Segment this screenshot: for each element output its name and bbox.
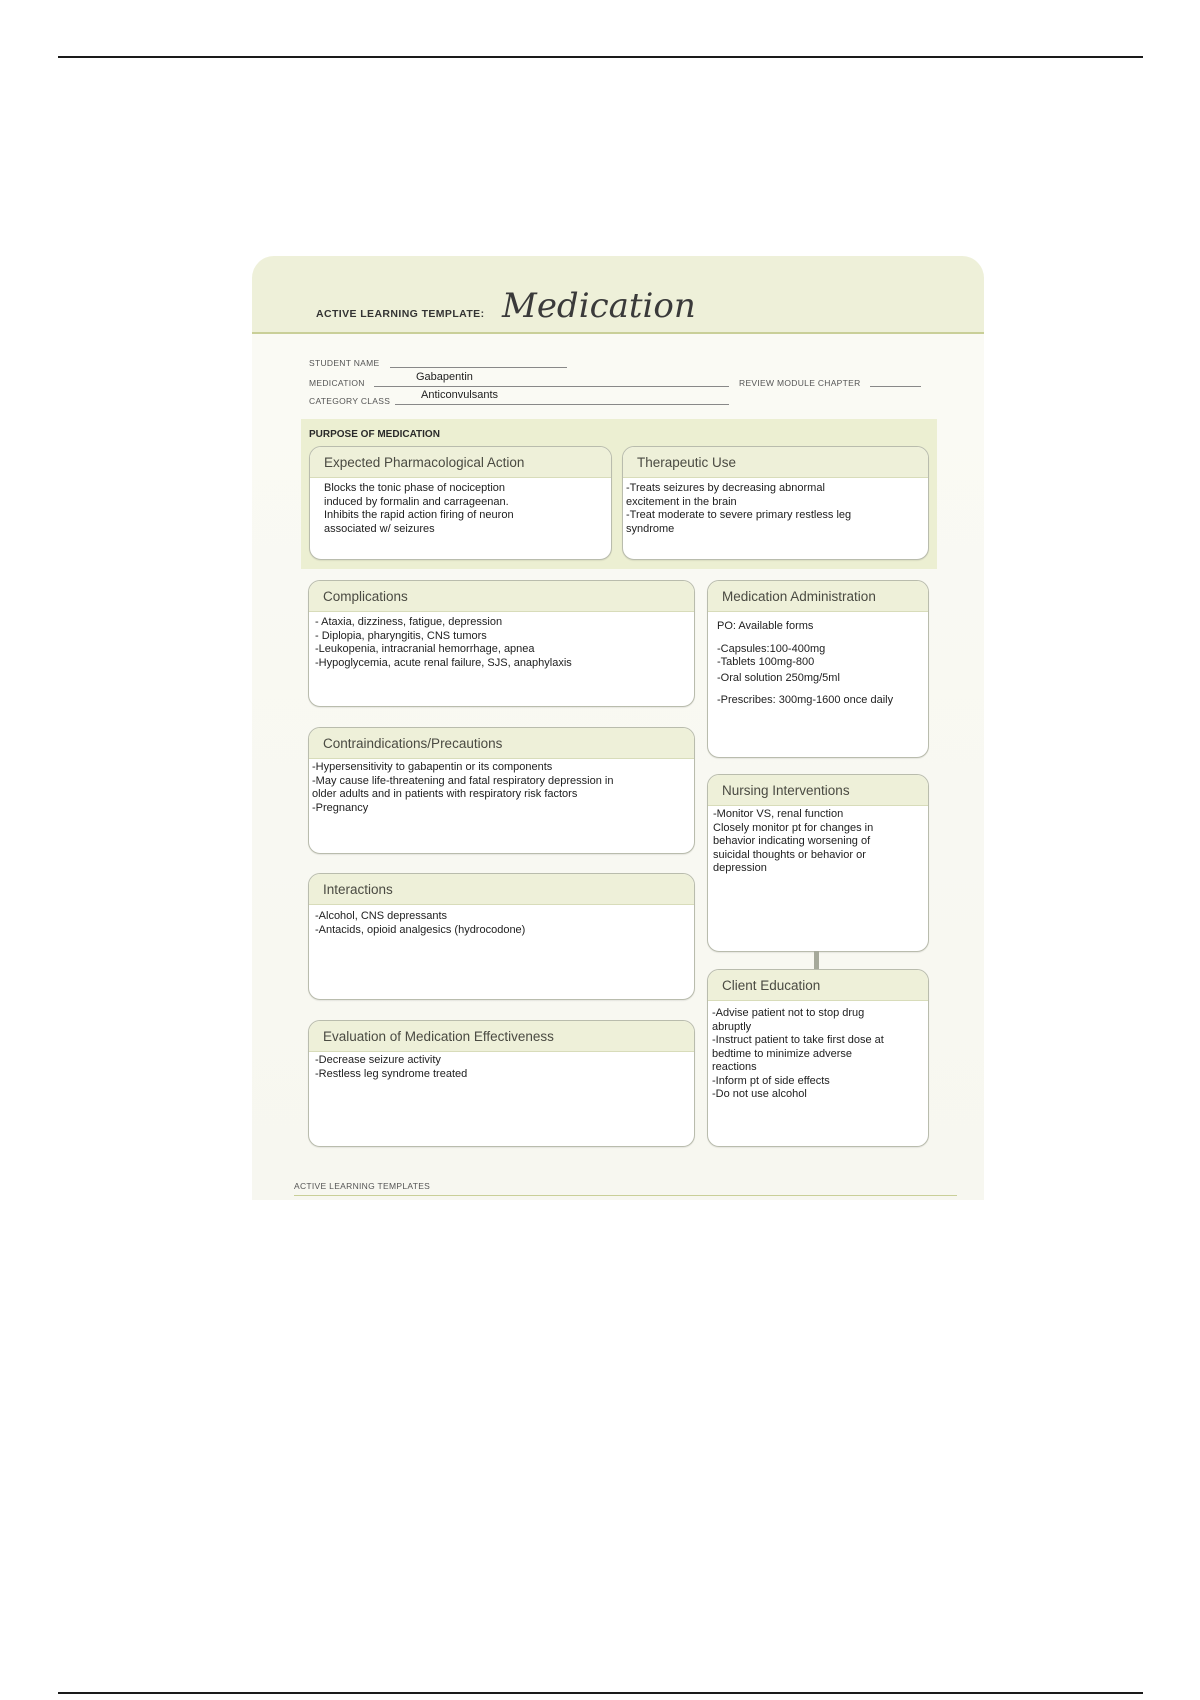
administration-line: -Prescribes: 300mg-1600 once daily: [717, 694, 894, 706]
medication-administration-card: [707, 580, 929, 758]
contraindications-line: older adults and in patients with respiratory risk factors: [312, 788, 578, 800]
complications-card: [308, 580, 695, 707]
evaluation-line: -Restless leg syndrome treated: [315, 1067, 468, 1080]
review-module-label: REVIEW MODULE CHAPTER: [739, 378, 861, 388]
medication-label: MEDICATION: [309, 378, 365, 388]
medication-administration-title: Medication Administration: [708, 581, 928, 612]
evaluation-title: Evaluation of Medication Effectiveness: [309, 1021, 694, 1052]
student-name-label: STUDENT NAME: [309, 358, 380, 368]
review-module-line: [870, 386, 921, 387]
page-bottom-rule: [58, 1692, 1143, 1694]
nursing-interventions-line: suicidal thoughts or behavior or: [713, 848, 866, 861]
nursing-interventions-line: -Monitor VS, renal function: [713, 808, 844, 820]
complications-line: - Ataxia, dizziness, fatigue, depression: [315, 616, 503, 628]
contraindications-line: -Pregnancy: [312, 801, 369, 814]
evaluation-body: [309, 1052, 694, 1081]
complications-title: Complications: [309, 581, 694, 612]
page-top-rule: [58, 56, 1143, 58]
sheet-header: [252, 256, 984, 334]
therapeutic-use-line: -Treat moderate to severe primary restless leg: [626, 509, 852, 521]
administration-line: -Tablets 100mg-800: [717, 656, 815, 668]
nursing-interventions-line: behavior indicating worsening of: [713, 835, 871, 847]
therapeutic-use-line: syndrome: [626, 522, 675, 535]
complications-line: -Hypoglycemia, acute renal failure, SJS, anaphylaxis: [315, 656, 572, 669]
therapeutic-use-line: -Treats seizures by decreasing abnormal: [626, 482, 825, 494]
footer-label: ACTIVE LEARNING TEMPLATES: [294, 1181, 431, 1191]
client-education-body: [708, 1001, 928, 1102]
interactions-line: -Alcohol, CNS depressants: [315, 910, 448, 922]
client-education-line: -Advise patient not to stop drug: [712, 1007, 865, 1019]
medication-line: [374, 386, 729, 387]
category-class-line: [395, 404, 729, 405]
contraindications-card: [308, 727, 695, 854]
administration-line: -Oral solution 250mg/5ml: [717, 671, 840, 684]
expected-action-body: [310, 478, 611, 536]
interactions-card: [308, 873, 695, 1000]
expected-action-line: Inhibits the rapid action firing of neuron: [324, 509, 514, 521]
client-education-line: abruptly: [712, 1020, 752, 1033]
administration-line: PO: Available forms: [717, 620, 814, 632]
nursing-interventions-card: [707, 774, 929, 952]
complications-line: -Leukopenia, intracranial hemorrhage, apnea: [315, 643, 535, 655]
expected-action-line: induced by formalin and carrageenan.: [324, 495, 509, 508]
expected-action-title: Expected Pharmacological Action: [310, 447, 611, 478]
contraindications-line: -Hypersensitivity to gabapentin or its components: [312, 761, 553, 773]
complications-body: [309, 612, 694, 670]
student-name-line: [390, 367, 567, 368]
expected-action-card: [309, 446, 612, 560]
complications-line: - Diplopia, pharyngitis, CNS tumors: [315, 629, 487, 642]
expected-action-line: Blocks the tonic phase of nociception: [324, 482, 506, 494]
footer-line: [294, 1195, 957, 1196]
client-education-line: -Do not use alcohol: [712, 1088, 807, 1100]
interactions-line: -Antacids, opioid analgesics (hydrocodone): [315, 923, 526, 936]
contraindications-body: [309, 759, 694, 815]
medication-value[interactable]: Gabapentin: [416, 371, 473, 383]
client-education-title: Client Education: [708, 970, 928, 1001]
nursing-interventions-line: Closely monitor pt for changes in: [713, 821, 874, 834]
therapeutic-use-title: Therapeutic Use: [623, 447, 928, 478]
medication-administration-body: [708, 612, 928, 708]
expected-action-line: associated w/ seizures: [324, 522, 435, 535]
category-class-value[interactable]: Anticonvulsants: [421, 389, 499, 401]
contraindications-title: Contraindications/Precautions: [309, 728, 694, 759]
interventions-education-connector: [814, 951, 819, 971]
therapeutic-use-body: [623, 478, 928, 536]
evaluation-line: -Decrease seizure activity: [315, 1054, 441, 1066]
nursing-interventions-body: [708, 806, 928, 876]
client-education-line: -Inform pt of side effects: [712, 1074, 830, 1087]
therapeutic-use-line: excitement in the brain: [626, 495, 737, 508]
template-label: ACTIVE LEARNING TEMPLATE:: [316, 308, 485, 320]
contraindications-line: -May cause life-threatening and fatal respiratory depression in: [312, 774, 614, 787]
evaluation-card: [308, 1020, 695, 1147]
nursing-interventions-line: depression: [713, 862, 767, 874]
category-class-label: CATEGORY CLASS: [309, 396, 391, 406]
template-title: Medication: [502, 286, 696, 326]
interactions-title: Interactions: [309, 874, 694, 905]
client-education-line: -Instruct patient to take first dose at: [712, 1034, 884, 1046]
nursing-interventions-title: Nursing Interventions: [708, 775, 928, 806]
client-education-line: bedtime to minimize adverse: [712, 1047, 853, 1060]
interactions-body: [309, 905, 694, 937]
purpose-title: PURPOSE OF MEDICATION: [309, 429, 440, 440]
client-education-card: [707, 969, 929, 1147]
therapeutic-use-card: [622, 446, 929, 560]
client-education-line: reactions: [712, 1061, 757, 1073]
administration-line: -Capsules:100-400mg: [717, 642, 826, 655]
